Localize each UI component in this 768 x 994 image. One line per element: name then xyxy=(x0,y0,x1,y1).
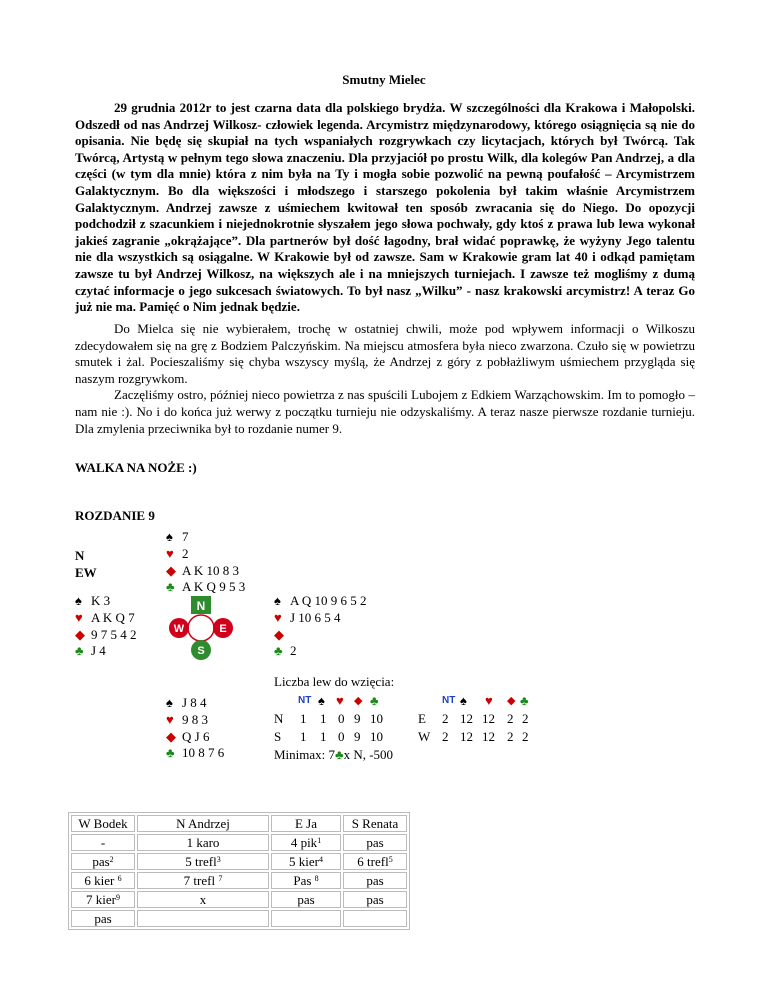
club-icon: ♣ xyxy=(520,692,529,708)
bid-cell xyxy=(71,834,135,851)
trick-value: 0 xyxy=(338,710,345,726)
spade-icon: ♠ xyxy=(460,692,467,708)
tribute-paragraph xyxy=(75,100,695,316)
deal-info xyxy=(75,547,97,581)
trick-value: 2 xyxy=(507,728,514,744)
trick-value: 12 xyxy=(482,728,495,744)
bid-text: pas xyxy=(297,892,315,907)
bidding-row xyxy=(71,910,407,927)
bid-text: Pas xyxy=(293,873,315,888)
spade-icon: ♠ xyxy=(75,593,82,608)
bid-cell xyxy=(71,891,135,908)
tribute-text: 29 grudnia 2012r to jest czarna data dla polskiego brydża. W szczególności dla Krakowa i Małopolski. Odszedł od nas Andrzej Wilkosz- człowiek legenda. Arcymistrz międzynarodowy, którego osiągnięcia są nie do opisania. Nie będę się skupiał na tych wspaniałych rozgrywkach czy licytacjach, których był Twórcą. Tak Twórcą, Artystą w pełnym tego słowa znaczeniu. Dla przyjaciół po prostu Wilk, dla kolegów Pan Andrzej, a dla części (w tym dla mnie) która z nim była na Ty i mogła sobie pozwolić na pewną poufałość – Arcymistrzem Galaktycznym. Bo dla większości i młodszego i starszego pokolenia był takim właśnie Arcymistrzem Galaktycznym. Andrzej zawsze z uśmiechem kwitował ten sposób zwracania się do Niego. Do opozycji podchodził z szacunkiem i niejednokrotnie słyszałem jego słowa pochwały, gdy ktoś z prawa lub lewa wykonał jakieś zagranie „okrążające”. Dla partnerów był dość łagodny, brał widać poprawkę, że wyżyny Jego talentu nie dla wszystkich są osiągalne. W Krakowie był od zawsze. Sam w Krakowie gram lat 40 i odkąd pamiętam zawsze tu był Andrzej Wilkosz, na większych ale i na mniejszych turniejach. I zawsze też mogliśmy z dumą czytać informacje o jego sukcesach światowych. To był nasz „Wilku” - nasz krakowski arcymistrz! A teraz Go już nie ma. Pamięć o Nim jednak będzie. xyxy=(75,100,695,315)
trick-value: 12 xyxy=(460,710,473,726)
trick-value: 1 xyxy=(320,710,327,726)
bidding-table xyxy=(68,812,410,930)
club-icon: ♣ xyxy=(335,746,344,762)
north-hearts: 2 xyxy=(182,545,189,561)
trick-value: 2 xyxy=(442,710,449,726)
bid-cell xyxy=(271,891,341,908)
compass-w-label: W xyxy=(173,623,185,635)
seat-e: E xyxy=(418,710,426,726)
trick-value: 2 xyxy=(442,728,449,744)
trick-value: 1 xyxy=(300,710,307,726)
bid-cell xyxy=(271,853,341,870)
bid-cell xyxy=(71,910,135,927)
heart-icon: ♥ xyxy=(274,609,282,625)
bidding-header-row xyxy=(71,815,407,832)
bid-cell xyxy=(137,891,269,908)
heart-icon: ♥ xyxy=(336,692,344,708)
bid-footnote: 2 xyxy=(109,855,114,864)
bid-cell xyxy=(343,853,407,870)
trick-value: 12 xyxy=(482,710,495,726)
dealer: N xyxy=(75,548,85,563)
spade-icon: ♠ xyxy=(166,529,173,544)
bid-cell xyxy=(271,872,341,889)
minimax-prefix: Minimax: 7 xyxy=(274,746,336,762)
seat-n: N xyxy=(274,710,284,726)
bidding-header: S Renata xyxy=(343,815,407,832)
bid-text: pas xyxy=(366,835,384,850)
south-hand xyxy=(166,695,224,762)
bid-text: 4 pik xyxy=(290,835,318,850)
bidding-row xyxy=(71,834,407,851)
club-icon: ♣ xyxy=(166,579,175,595)
minimax xyxy=(274,746,394,765)
bid-text: 5 kier xyxy=(289,854,319,869)
club-icon: ♣ xyxy=(75,643,84,659)
page-title: Smutny Mielec xyxy=(342,72,426,87)
club-icon: ♣ xyxy=(166,745,175,761)
bid-cell xyxy=(137,910,269,927)
spade-icon: ♠ xyxy=(274,593,281,608)
tricks-label: Liczba lew do wzięcia: xyxy=(274,674,395,689)
diamond-icon: ◆ xyxy=(354,694,363,707)
west-clubs: J 4 xyxy=(91,643,106,659)
bidding-row xyxy=(71,872,407,889)
east-hearts: J 10 6 5 4 xyxy=(290,609,341,625)
spade-icon: ♠ xyxy=(166,695,173,710)
story-paragraph-1: Do Mielca się nie wybierałem, trochę w ostatniej chwili, może pod wpływem informacji o Wilkoszu zdecydowałem się na grę z Bodziem Palczyńskim. Na miejscu atmosfera była nieco zwarzona. Czuło się w powietrzu smutek i żal. Pocieszaliśmy się chyba wszyscy myślą, że Andrzej z góry z pobłażliwym uśmiechem przygląda się naszym rozgrywkom. xyxy=(75,321,695,386)
bid-footnote: 5 xyxy=(388,855,393,864)
bid-cell xyxy=(137,834,269,851)
bidding-row xyxy=(71,853,407,870)
heart-icon: ♥ xyxy=(166,545,174,561)
bid-cell xyxy=(271,910,341,927)
heart-icon: ♥ xyxy=(485,692,493,708)
bid-cell xyxy=(71,853,135,870)
bid-footnote: 8 xyxy=(314,874,319,883)
trick-value: 1 xyxy=(300,728,307,744)
story-paragraphs xyxy=(75,321,695,437)
trick-value: 2 xyxy=(507,710,514,726)
bid-text: pas xyxy=(366,873,384,888)
bid-text: 6 trefl xyxy=(357,854,389,869)
diamond-icon: ◆ xyxy=(507,694,516,707)
south-diamonds: Q J 6 xyxy=(182,728,210,744)
compass-e-label: E xyxy=(219,623,227,635)
club-icon: ♣ xyxy=(274,643,283,659)
trick-value: 0 xyxy=(338,728,345,744)
bid-footnote: 9 xyxy=(115,893,120,902)
section-heading: WALKA NA NOŻE :) xyxy=(75,460,197,475)
bid-cell xyxy=(71,872,135,889)
trick-value: 9 xyxy=(354,728,361,744)
bid-text: pas xyxy=(366,892,384,907)
bid-footnote: 4 xyxy=(318,855,323,864)
bid-text: 1 karo xyxy=(186,835,220,850)
bid-footnote: 3 xyxy=(216,855,221,864)
diamond-icon: ◆ xyxy=(166,562,176,578)
story-paragraph-2: Zaczęliśmy ostro, później nieco powietrza z nas spuścili Lubojem z Edkiem Warząchowskim. Im to pomogło – nam nie :). No i do końca już werwy z początku turnieju nie odzyskaliśmy. A teraz nasze pierwsze rozdanie turnieju. Dla zmylenia przeciwnika był to rozdanie numer 9. xyxy=(75,387,695,436)
bid-cell xyxy=(271,834,341,851)
club-icon: ♣ xyxy=(370,692,379,708)
bidding-header: W Bodek xyxy=(71,815,135,832)
bid-cell xyxy=(137,872,269,889)
south-hearts: 9 8 3 xyxy=(182,711,208,727)
trick-value: 10 xyxy=(370,710,383,726)
bid-text: 7 kier xyxy=(86,892,116,907)
trick-value: 9 xyxy=(354,710,361,726)
north-clubs: A K Q 9 5 3 xyxy=(182,579,246,595)
west-hearts: A K Q 7 xyxy=(91,609,135,625)
nt-label: NT xyxy=(298,694,312,706)
tricks-header xyxy=(274,692,529,710)
bid-text: 6 kier xyxy=(84,873,118,888)
trick-value: 1 xyxy=(320,728,327,744)
south-clubs: 10 8 7 6 xyxy=(182,745,225,761)
bid-cell xyxy=(343,872,407,889)
bid-text: pas xyxy=(94,911,112,926)
nt-label: NT xyxy=(442,694,456,706)
trick-value: 2 xyxy=(522,728,529,744)
bidding-row xyxy=(71,891,407,908)
deal-heading: ROZDANIE 9 xyxy=(75,508,155,523)
spade-icon: ♠ xyxy=(318,692,325,708)
tricks-row-ne xyxy=(274,710,529,728)
compass-s-label: S xyxy=(197,645,205,657)
bid-text: pas xyxy=(92,854,110,869)
double-dummy-tricks xyxy=(274,673,529,764)
bid-cell xyxy=(343,891,407,908)
vulnerability: EW xyxy=(75,565,97,580)
east-spades: A Q 10 9 6 5 2 xyxy=(290,593,367,608)
diamond-icon: ◆ xyxy=(166,728,176,744)
bid-text: 7 trefl xyxy=(183,873,219,888)
bidding-header: N Andrzej xyxy=(137,815,269,832)
tricks-row-sw xyxy=(274,728,529,746)
diamond-icon: ◆ xyxy=(75,626,85,642)
heart-icon: ♥ xyxy=(75,609,83,625)
trick-value: 12 xyxy=(460,728,473,744)
north-spades: 7 xyxy=(182,529,189,544)
east-hand xyxy=(274,593,367,660)
west-diamonds: 9 7 5 4 2 xyxy=(91,626,137,642)
heart-icon: ♥ xyxy=(166,711,174,727)
bidding-header: E Ja xyxy=(271,815,341,832)
bid-cell xyxy=(343,834,407,851)
bid-cell xyxy=(137,853,269,870)
minimax-suffix: x N, -500 xyxy=(343,746,394,762)
bid-text: 5 trefl xyxy=(185,854,217,869)
compass-icon xyxy=(168,595,234,661)
trick-value: 2 xyxy=(522,710,529,726)
east-clubs: 2 xyxy=(290,643,297,659)
seat-w: W xyxy=(418,728,431,744)
bid-cell xyxy=(343,910,407,927)
bid-text: x xyxy=(199,892,207,907)
west-spades: K 3 xyxy=(91,593,111,608)
bid-footnote: 1 xyxy=(317,836,322,845)
west-hand xyxy=(75,593,137,660)
bid-footnote: 6 xyxy=(117,874,122,883)
compass-n-label: N xyxy=(196,599,206,613)
diamond-icon: ◆ xyxy=(274,626,284,642)
bid-footnote: 7 xyxy=(218,874,223,883)
north-hand xyxy=(166,529,245,596)
seat-s: S xyxy=(274,728,282,744)
bid-text: - xyxy=(100,835,106,850)
trick-value: 10 xyxy=(370,728,383,744)
south-spades: J 8 4 xyxy=(182,695,207,710)
north-diamonds: A K 10 8 3 xyxy=(182,562,240,578)
